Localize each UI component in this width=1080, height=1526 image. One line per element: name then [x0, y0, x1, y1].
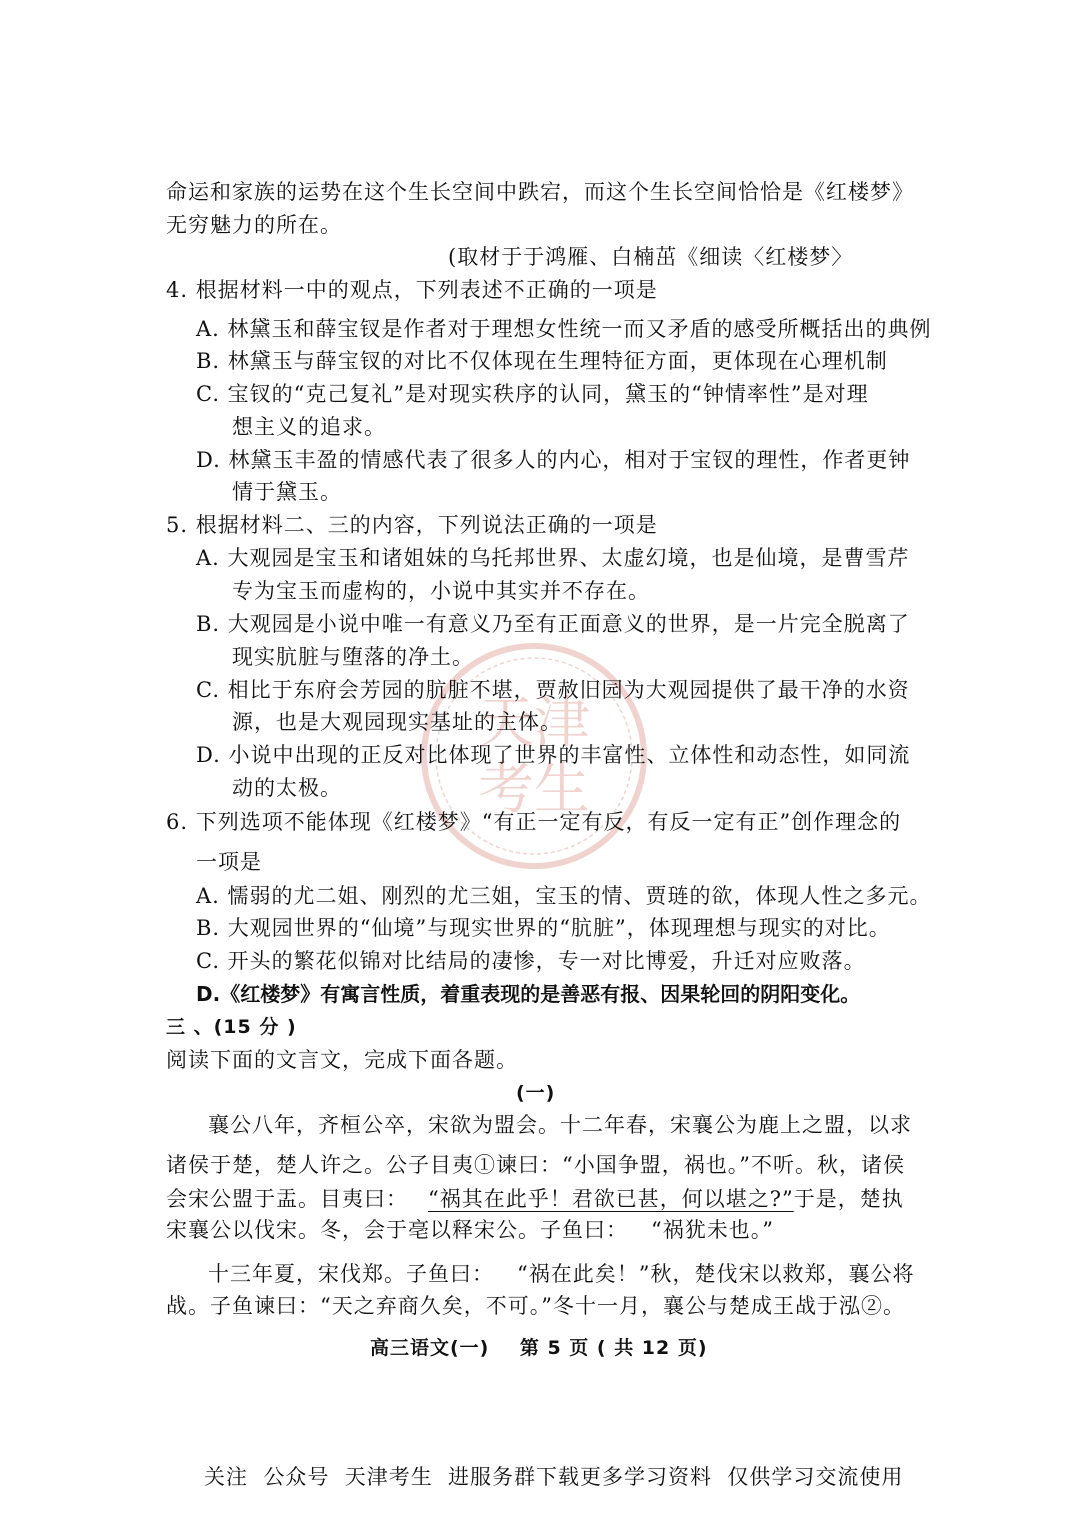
classical-text-p1-line-3	[166, 1185, 904, 1213]
question-5-option-c-cont: 源，也是大观园现实基址的主体。	[232, 710, 562, 734]
question-5-option-a-cont: 专为宝玉而虚构的，小说中其实并不存在。	[232, 579, 650, 603]
section-3-title: 三 、(15 分 )	[166, 1016, 297, 1038]
section-3-part-label: (一)	[516, 1082, 556, 1104]
question-4-option-c-cont: 想主义的追求。	[232, 415, 386, 439]
classical-text-p1-line-1: 襄公八年，齐桓公卒，宋欲为盟会。十二年春，宋襄公为鹿上之盟，以求	[208, 1113, 912, 1137]
question-6-stem-cont: 一项是	[196, 850, 262, 874]
question-4-option-d: D. 林黛玉丰盈的情感代表了很多人的内心，相对于宝钗的理性，作者更钟	[196, 448, 911, 472]
question-6-stem: 6. 下列选项不能体现《红楼梦》“有正一定有反，有反一定有正”创作理念的	[166, 810, 902, 834]
question-6-option-c: C. 开头的繁花似锦对比结局的凄惨，专一对比博爱，升迁对应败落。	[196, 949, 866, 973]
classical-text-p1-line-4: 宋襄公以伐宋。冬，会于亳以释宋公。子鱼曰： “祸犹未也。”	[166, 1218, 774, 1242]
question-5-option-d: D. 小说中出现的正反对比体现了世界的丰富性、立体性和动态性，如同流	[196, 743, 911, 767]
question-4-option-c: C. 宝钗的“克己复礼”是对现实秩序的认同，黛玉的“钟情率性”是对理	[196, 382, 869, 406]
underlined-quote: “祸其在此乎！君欲已甚，何以堪之?”	[428, 1187, 794, 1211]
question-4-stem: 4. 根据材料一中的观点，下列表述不正确的一项是	[166, 278, 658, 302]
question-5-option-b: B. 大观园是小说中唯一有意义乃至有正面意义的世界，是一片完全脱离了	[196, 612, 910, 636]
classical-text-p1-line-3-start: 会宋公盟于盂。目夷曰：	[166, 1187, 408, 1211]
question-5-option-c: C. 相比于东府会芳园的肮脏不堪，贾赦旧园为大观园提供了最干净的水资	[196, 678, 910, 702]
classical-text-p1-line-3-end: 于是，楚执	[793, 1187, 904, 1211]
question-5-stem: 5. 根据材料二、三的内容，下列说法正确的一项是	[166, 513, 658, 537]
question-6-option-d: D.《红楼梦》有寓言性质，着重表现的是善恶有报、因果轮回的阴阳变化。	[196, 982, 861, 1006]
question-5-option-a: A. 大观园是宝玉和诸姐妹的乌托邦世界、太虚幻境，也是仙境，是曹雪芹	[196, 546, 910, 570]
question-4-option-a: A. 林黛玉和薛宝钗是作者对于理想女性统一而又矛盾的感受所概括出的典例	[196, 317, 932, 341]
question-4-option-d-cont: 情于黛玉。	[232, 480, 342, 504]
section-3-instruction: 阅读下面的文言文，完成下面各题。	[166, 1048, 518, 1072]
passage-end-line-1: 命运和家族的运势在这个生长空间中跌宕，而这个生长空间恰恰是《红楼梦》	[166, 180, 914, 204]
question-5-option-b-cont: 现实肮脏与堕落的净土。	[232, 645, 474, 669]
passage-end-line-2: 无穷魅力的所在。	[166, 213, 342, 237]
question-6-option-b: B. 大观园世界的“仙境”与现实世界的“肮脏”，体现理想与现实的对比。	[196, 916, 891, 940]
page-number-footer: 高三语文(一) 第 5 页 ( 共 12 页)	[370, 1337, 708, 1359]
stamp-text-bottom: 考生	[478, 757, 590, 822]
question-4-option-b: B. 林黛玉与薛宝钗的对比不仅体现在生理特征方面，更体现在心理机制	[196, 349, 888, 373]
classical-text-p1-line-2: 诸侯于楚，楚人许之。公子目夷①谏曰：“小国争盟，祸也。”不听。秋，诸侯	[166, 1153, 905, 1177]
question-6-option-a: A. 懦弱的尤二姐、刚烈的尤三姐，宝玉的情、贾琏的欲，体现人性之多元。	[196, 884, 932, 908]
passage-source: (取材于于鸿雁、白楠茁《细读〈红楼梦〉	[448, 245, 854, 269]
question-5-option-d-cont: 动的太极。	[232, 776, 342, 800]
classical-text-p2-line-2: 战。子鱼谏曰：“天之弃商久矣，不可。”冬十一月，襄公与楚成王战于泓②。	[166, 1294, 905, 1318]
classical-text-p2-line-1: 十三年夏，宋伐郑。子鱼曰： “祸在此矣！”秋，楚伐宋以救郑，襄公将	[208, 1262, 915, 1286]
distribution-note: 关注 公众号 天津考生 进服务群下载更多学习资料 仅供学习交流使用	[204, 1465, 904, 1489]
stamp-text-top: 天津	[478, 691, 590, 756]
